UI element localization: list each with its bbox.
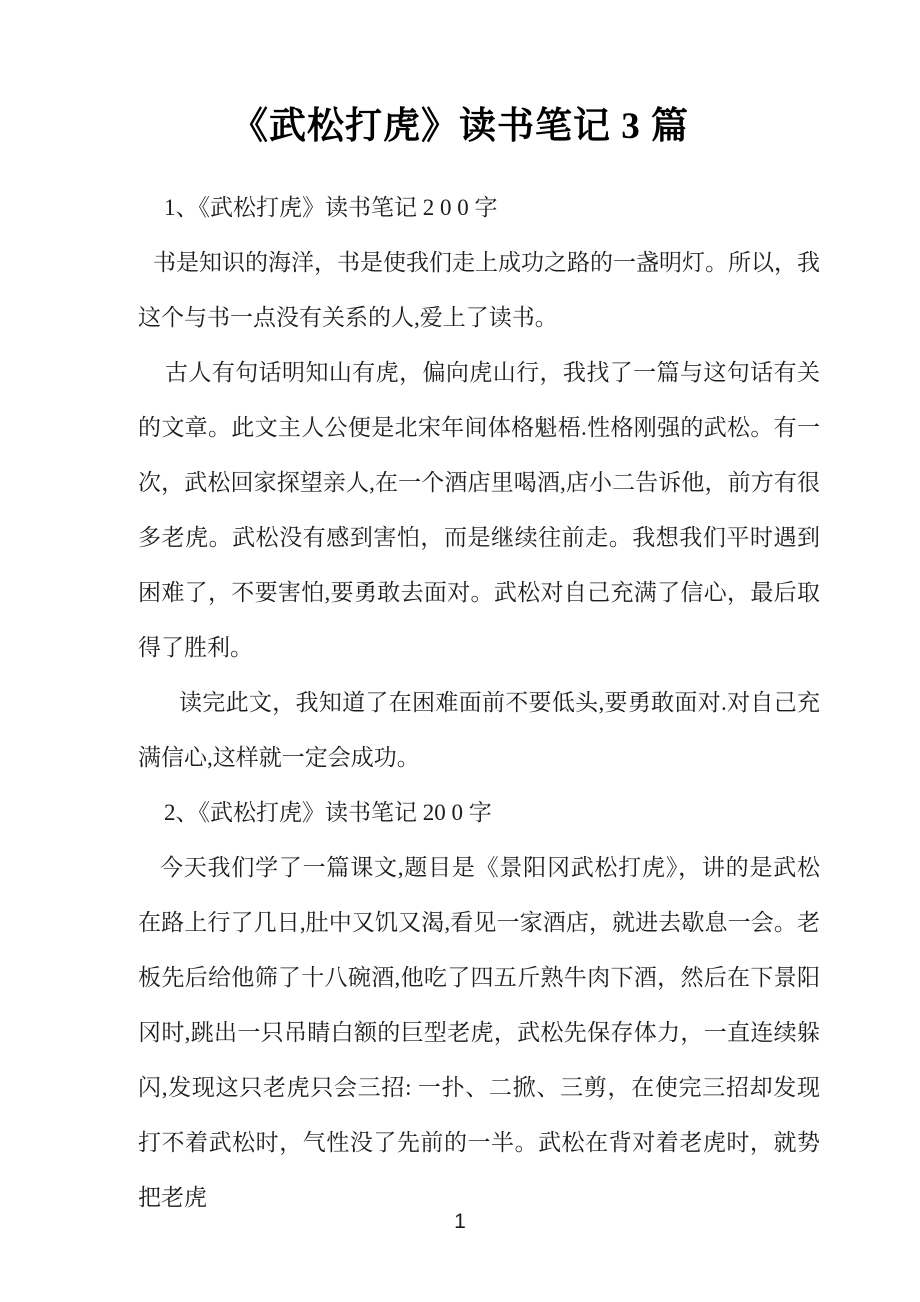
document-title: 《武松打虎》读书笔记 3 篇: [231, 106, 689, 147]
section-1-paragraph-2: 古人有句话明知山有虎，偏向虎山行，我找了一篇与这句话有关的文章。此文主人公便是北宋年间体格魁梧.性格刚强的武松。有一次，武松回家探望亲人,在一个酒店里喝酒,店小二告诉他，前方有很多老虎。武松没有感到害怕，而是继续往前走。我想我们平时遇到困难了，不要害怕,要勇敢去面对。武松对自己充满了信心，最后取得了胜利。: [138, 360, 820, 660]
section-1-paragraph-3: 读完此文，我知道了在困难面前不要低头,要勇敢面对.对自己充满信心,这样就一定会成功。: [138, 690, 820, 770]
page-number: 1: [454, 1210, 466, 1233]
section-1-heading: 1、《武松打虎》读书笔记 2 0 0 字: [164, 195, 498, 220]
section-2-paragraph-1: 今天我们学了一篇课文,题目是《景阳冈武松打虎》，讲的是武松在路上行了几日,肚中又饥又渴,看见一家酒店，就进去歇息一会。老板先后给他筛了十八碗酒,他吃了四五斤熟牛肉下酒，然后在下景阳冈时,跳出一只吊睛白额的巨型老虎，武松先保存体力，一直连续躲闪,发现这只老虎只会三招: 一扑、二掀、三剪，在使完三招却发现打不着武松时，气性没了先前的一半。武松在背对着老虎时，就势把老虎: [138, 855, 820, 1210]
document-body: [138, 180, 820, 1225]
section-2-heading: 2、《武松打虎》读书笔记 20 0 字: [164, 800, 492, 825]
section-1-paragraph-1: 书是知识的海洋，书是使我们走上成功之路的一盏明灯。所以，我这个与书一点没有关系的人,爱上了读书。: [138, 250, 820, 330]
